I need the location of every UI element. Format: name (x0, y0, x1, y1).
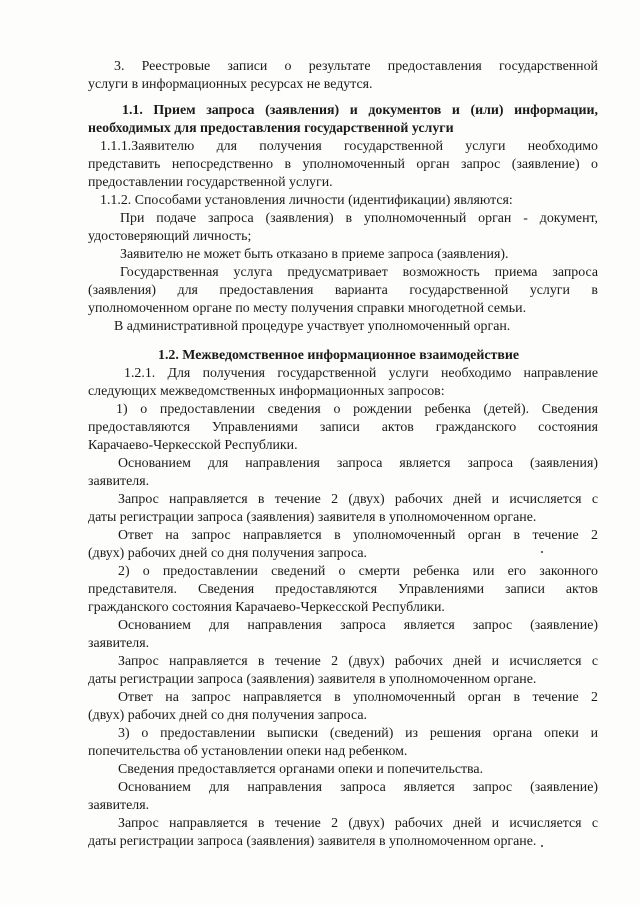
paragraph-line: Заявителю не может быть отказано в приеме запроса (заявления). (120, 247, 509, 262)
section-heading-line: 1.2. Межведомственное информационное взаимодействие (158, 348, 520, 363)
paragraph-line: Основанием для направления запроса является запроса (заявления) (118, 456, 598, 471)
paragraph-line: (двух) рабочих дней со дня получения запроса. (88, 546, 367, 561)
paragraph-line: Запрос направляется в течение 2 (двух) рабочих дней и исчисляется с (118, 492, 598, 507)
section-heading-line: 1.1. Прием запроса (заявления) и документов и (или) информации, (122, 103, 598, 118)
paragraph-line: Ответ на запрос направляется в уполномоченный орган в течение 2 (118, 528, 598, 543)
paragraph-line: следующих межведомственных информационных запросов: (88, 384, 445, 399)
paragraph-line: даты регистрации запроса (заявления) заявителя в уполномоченном органе. (88, 672, 537, 687)
paragraph-line: представителя. Сведения предоставляются Управлениями записи актов (88, 582, 598, 597)
paragraph-line: В административной процедуре участвует уполномоченный орган. (114, 319, 511, 334)
paragraph-line: даты регистрации запроса (заявления) заявителя в уполномоченном органе. (88, 510, 537, 525)
paragraph-line: представить непосредственно в уполномоченный орган запрос (заявление) о (88, 157, 598, 172)
paragraph-line: уполномоченном органе по месту получения справки многодетной семьи. (88, 301, 527, 316)
paragraph-line: Карачаево-Черкесской Республики. (88, 438, 298, 453)
paragraph-line: заявителя. (88, 474, 150, 489)
scan-speck (541, 845, 543, 847)
paragraph-line: даты регистрации запроса (заявления) заявителя в уполномоченном органе. (88, 834, 537, 849)
paragraph-line: попечительства об установлении опеки над ребенком. (88, 744, 408, 759)
paragraph-line: Запрос направляется в течение 2 (двух) рабочих дней и исчисляется с (118, 816, 598, 831)
paragraph-line: Запрос направляется в течение 2 (двух) рабочих дней и исчисляется с (118, 654, 598, 669)
paragraph-line: услуги в информационных ресурсах не ведутся. (88, 77, 373, 92)
section-heading-line: необходимых для предоставления государственной услуги (88, 121, 454, 136)
paragraph-line: заявителя. (88, 636, 150, 651)
paragraph-line: Государственная услуга предусматривает возможность приема запроса (120, 265, 598, 280)
paragraph-line: При подаче запроса (заявления) в уполномоченный орган - документ, (120, 211, 598, 226)
paragraph-line: 3) о предоставлении выписки (сведений) из решения органа опеки и (118, 726, 598, 741)
paragraph-line: Ответ на запрос направляется в уполномоченный орган в течение 2 (118, 690, 598, 705)
paragraph-line: Основанием для направления запроса является запрос (заявление) (118, 618, 598, 633)
scan-speck (541, 551, 543, 553)
paragraph-line: 3. Реестровые записи о результате предоставления государственной (114, 59, 598, 74)
paragraph-line: предоставлении государственной услуги. (88, 175, 333, 190)
paragraph-line: 1) о предоставлении сведения о рождении ребенка (детей). Сведения (116, 402, 598, 417)
paragraph-line: (двух) рабочих дней со дня получения запроса. (88, 708, 367, 723)
paragraph-line: 1.2.1. Для получения государственной услуги необходимо направление (124, 366, 598, 381)
paragraph-line: 1.1.2. Способами установления личности (идентификации) являются: (100, 193, 513, 208)
paragraph-line: 1.1.1.Заявителю для получения государственной услуги необходимо (100, 139, 598, 154)
paragraph-line: заявителя. (88, 798, 150, 813)
paragraph-line: предоставляются Управлениями записи актов гражданского состояния (88, 420, 598, 435)
paragraph-line: 2) о предоставлении сведений о смерти ребенка или его законного (118, 564, 598, 579)
paragraph-line: (заявления) для предоставления варианта государственной услуги в (88, 283, 598, 298)
paragraph-line: гражданского состояния Карачаево-Черкесской Республики. (88, 600, 445, 615)
paragraph-line: Сведения предоставляется органами опеки и попечительства. (118, 762, 484, 777)
paragraph-line: Основанием для направления запроса является запрос (заявление) (118, 780, 598, 795)
paragraph-line: удостоверяющий личность; (88, 229, 252, 244)
